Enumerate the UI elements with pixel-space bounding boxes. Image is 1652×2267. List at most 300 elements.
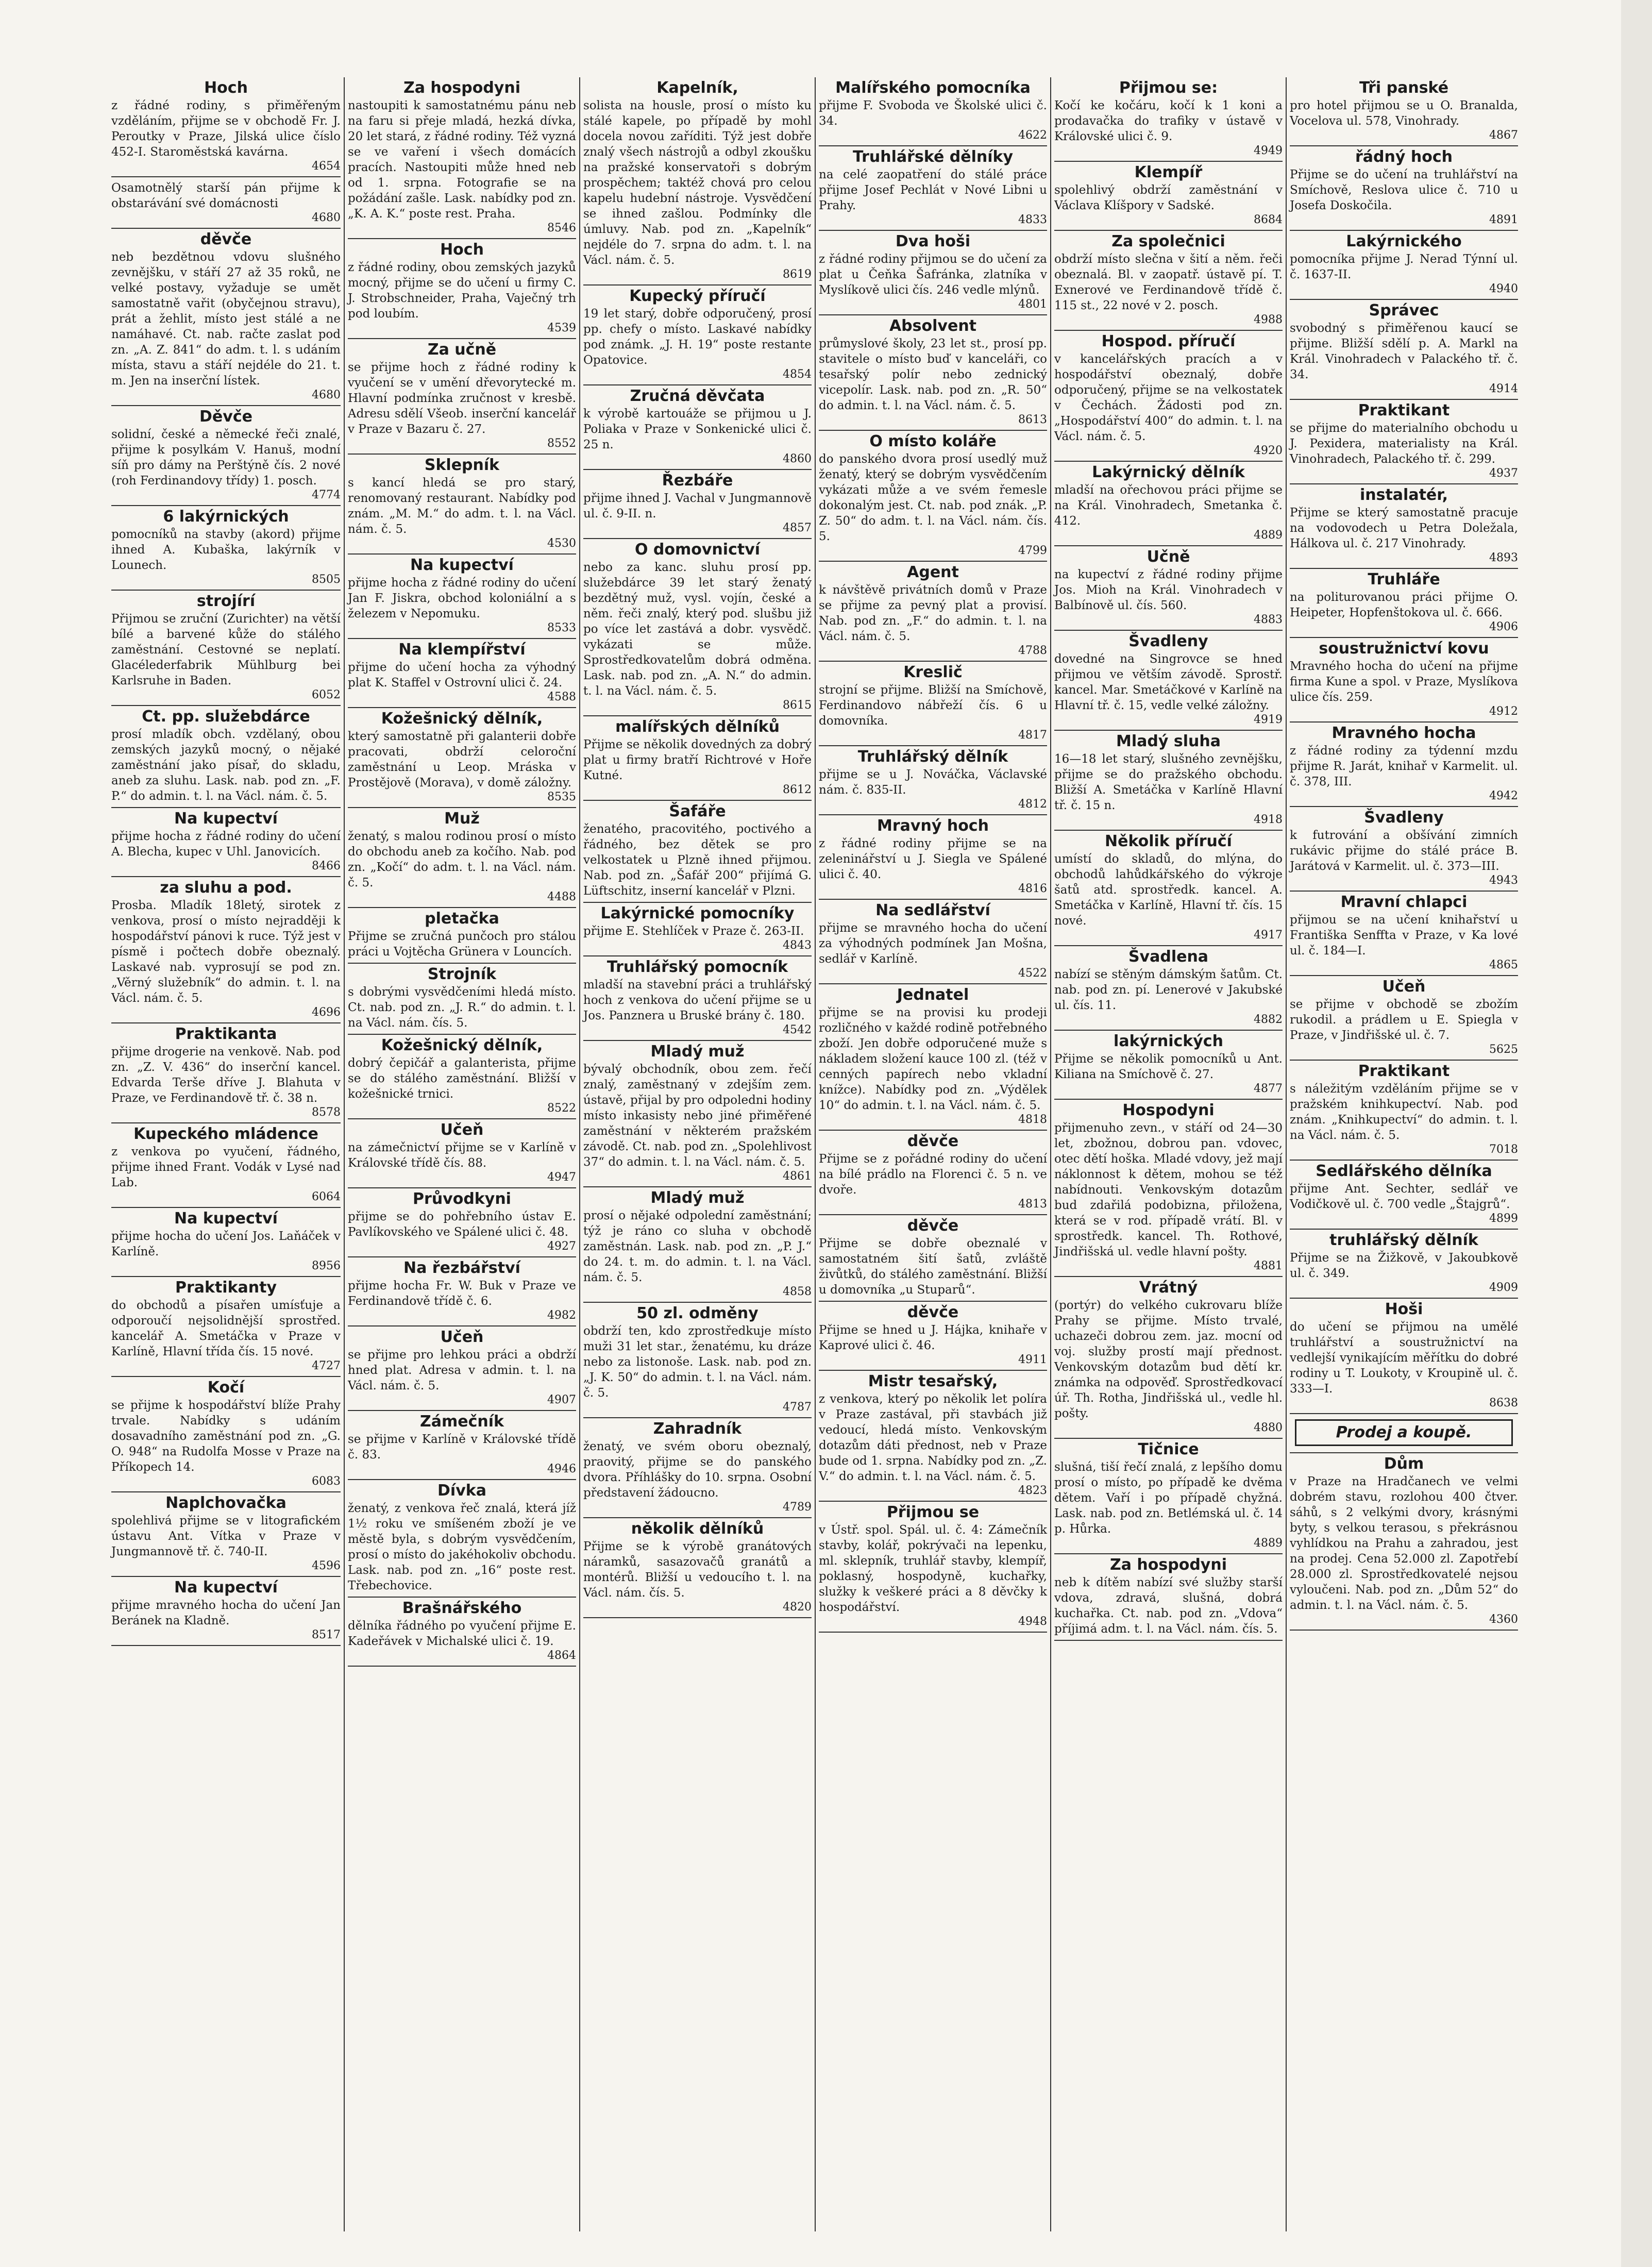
ad-heading: Učeň — [440, 1121, 484, 1139]
classified-ad — [583, 956, 812, 1041]
ad-heading: Přijmou se: — [1119, 79, 1218, 97]
ad-heading: Sedlářského dělníka — [1316, 1162, 1492, 1180]
classified-ad — [111, 591, 341, 706]
ad-text: spolehlivý obdrží zaměstnání v Václava Klíšpory v Sadské. — [1054, 183, 1283, 212]
classified-ad — [348, 77, 576, 239]
classified-ad — [1290, 723, 1518, 807]
ad-text: do učení se přijmou na umělé truhlářství a soustružnictví na vedlejší vynikajícím měřítku do dobré rodiny u T. Loukoty, v Kroupině ul. č. 333—I. — [1290, 1320, 1518, 1396]
classified-ad — [1054, 1100, 1283, 1277]
ad-number: 4899 — [1489, 1212, 1518, 1225]
ad-number: 4843 — [783, 939, 812, 952]
ad-text: přijme ihned J. Vachal v Jungmannově ul. č. 9-II. n. — [583, 492, 812, 520]
ad-text: do panského dvora prosí usedlý muž ženatý, který se dobrým vysvědčením vykázati může a ve svém řemesle dokonalým jest. Ct. nab. pod znák. „P. Z. 50“ do adm. t. l. na Václ. nám. čís. 5. — [819, 452, 1047, 543]
ad-heading: instalatér, — [1359, 486, 1448, 504]
ad-number: 4774 — [312, 489, 341, 501]
ad-text: Přijme se z pořádné rodiny do učení na bílé prádlo na Florenci č. 5 n. ve dvoře. — [819, 1152, 1047, 1197]
ad-heading: Za společnici — [1111, 232, 1225, 250]
ad-number: 4854 — [783, 368, 812, 381]
ad-text: Přijme se dobře obeznalé v samostatném šití šatů, zvláště živůtků, do stálého zaměstnání. Bližší u domovníka „u Stuparů“. — [819, 1237, 1047, 1297]
classified-ad — [1290, 300, 1518, 400]
ad-text: přijme se do pohřebního ústav E. Pavlíkovského ve Spálené ulici č. 48. — [348, 1210, 576, 1239]
ad-number: 4911 — [1018, 1353, 1047, 1366]
ad-heading: Učeň — [440, 1328, 484, 1346]
ad-number: 8578 — [312, 1106, 341, 1119]
ad-text: Osamotnělý starší pán přijme k obstarávání své domácnosti — [111, 181, 341, 210]
ad-text: se přijme v obchodě se zbožím rukodil. a prádlem u E. Spiegla v Praze, v Jindřišské ul. č. 7. — [1290, 998, 1518, 1042]
ad-heading: Hospod. příručí — [1101, 332, 1236, 350]
classified-ad — [1054, 162, 1283, 231]
ad-heading: Lakýrnické pomocníky — [600, 904, 795, 922]
ad-number: 4881 — [1254, 1260, 1283, 1272]
ad-heading: Brašnářského — [402, 1599, 522, 1617]
ad-number: 5625 — [1489, 1043, 1518, 1056]
ad-number: 4906 — [1489, 620, 1518, 633]
ad-heading: Na kupectví — [174, 810, 278, 828]
ad-heading: Truhláře — [1368, 570, 1440, 589]
ad-text: k výrobě kartouáže se přijmou u J. Poliaka v Praze v Sonkenické ulici č. 25 n. — [583, 407, 812, 451]
classified-ad — [1054, 946, 1283, 1031]
ad-number: 4787 — [783, 1401, 812, 1414]
ad-number: 4817 — [1018, 729, 1047, 742]
ad-text: v kancelářských pracích a v hospodářství obeznalý, dobře odporučený, přijme se na velkostatek v Čechách. Žádosti pod zn. „Hospodářství 400“ do admin. t. l. na Václ. nám. č. 5. — [1054, 352, 1283, 443]
ad-text: Přijme se do učení na truhlářství na Smíchově, Reslova ulice č. 710 u Josefa Doskočila. — [1290, 168, 1518, 212]
ad-heading: děvče — [907, 1303, 959, 1321]
classified-ad — [1290, 484, 1518, 569]
ad-number: 4588 — [547, 691, 576, 703]
ad-heading: O místo koláře — [869, 432, 997, 450]
classified-ad — [111, 77, 341, 177]
ad-number: 7018 — [1489, 1143, 1518, 1156]
ad-heading: Několik příručí — [1105, 832, 1232, 850]
classified-ad — [111, 1123, 341, 1208]
classified-ad — [348, 239, 576, 339]
ad-text: Přijme se několik pomocníků u Ant. Kiliana na Smíchově č. 27. — [1054, 1052, 1283, 1081]
ad-text: průmyslové školy, 23 let st., prosí pp. stavitele o místo buď v kanceláři, co tesařský polír nebo zednický vicepolír. Lask. nab. pod zn. „R. 50“ do admin. t. l. na Václ. nám. č. 5. — [819, 337, 1047, 412]
ad-heading: Tičnice — [1138, 1440, 1199, 1458]
ad-number: 4789 — [783, 1501, 812, 1514]
ad-text: Kočí ke kočáru, kočí k 1 koni a prodavačka do trafiky v ústavě v Královské ulici č. 9. — [1054, 99, 1283, 143]
classified-ad — [348, 639, 576, 708]
ad-text: slušná, tiší řečí znalá, z lepšího domu prosí o místo, po případě ke dvěma dětem. Vaří i po případě chyžná. Lask. nab. pod zn. Betlémská ul. č. 14 p. Hůrka. — [1054, 1460, 1283, 1536]
ad-number: 4982 — [547, 1309, 576, 1322]
ad-number: 4861 — [783, 1170, 812, 1183]
classified-ad — [348, 339, 576, 455]
classified-ad — [1054, 731, 1283, 831]
classified-ad — [819, 1502, 1047, 1633]
ad-number: 4937 — [1489, 467, 1518, 480]
ad-number: 4860 — [783, 452, 812, 465]
classified-ad — [583, 470, 812, 539]
ad-heading: Na sedlářství — [875, 901, 990, 919]
ad-number: 4927 — [547, 1240, 576, 1253]
ad-heading: Ct. pp. služebdárce — [142, 708, 310, 726]
ad-number: 4488 — [547, 891, 576, 903]
classified-ad — [1290, 807, 1518, 892]
ad-heading: Mravní chlapci — [1340, 893, 1468, 911]
ad-heading: Dívka — [437, 1482, 486, 1500]
classified-ad — [1054, 546, 1283, 631]
ad-heading: Hoši — [1385, 1300, 1423, 1318]
ad-heading: Prodej a koupě. — [1295, 1419, 1513, 1446]
ad-number: 4882 — [1254, 1013, 1283, 1026]
ad-number: 4917 — [1254, 929, 1283, 942]
classified-ad — [583, 539, 812, 716]
ad-number: 8535 — [547, 791, 576, 803]
ad-number: 4920 — [1254, 444, 1283, 457]
ad-heading: Malířského pomocníka — [835, 79, 1031, 97]
classified-ad — [1290, 1061, 1518, 1161]
ad-number: 8612 — [783, 783, 812, 796]
ad-heading: Učeň — [1382, 978, 1426, 996]
classified-ad — [819, 900, 1047, 984]
ad-heading: Mladý sluha — [1116, 732, 1221, 750]
classified-ad — [111, 1377, 341, 1492]
classified-ad — [1054, 1439, 1283, 1554]
ad-number: 4919 — [1254, 713, 1283, 726]
classified-ad — [348, 808, 576, 908]
classified-ad — [1054, 1031, 1283, 1100]
ad-text: Přijme se který samostatně pracuje na vodovodech u Petra Doležala, Hálkova ul. č. 217 Vinohrady. — [1290, 506, 1518, 550]
ad-heading: Švadleny — [1128, 632, 1208, 650]
ad-number: 4947 — [547, 1171, 576, 1184]
column-6 — [1286, 77, 1521, 2231]
ad-number: 4812 — [1018, 798, 1047, 811]
ad-text: na kupectví z řádné rodiny přijme Jos. Mioh na Král. Vinohradech v Balbínově ul. čís. 560. — [1054, 568, 1283, 612]
classified-ad — [819, 746, 1047, 815]
ad-text: z řádné rodiny, obou zemských jazyků mocný, přijme se do učení u firmy C. J. Strobschneider, Praha, Vaječný trh pod loubím. — [348, 261, 576, 321]
ad-heading: malířských dělníků — [615, 718, 780, 736]
ad-text: pro hotel přijmou se u O. Branalda, Vocelova ul. 578, Vinohrady. — [1290, 99, 1518, 128]
ad-text: na celé zaopatření do stálé práce přijme Josef Pechlát v Nové Libni u Prahy. — [819, 168, 1047, 212]
ad-heading: pletačka — [425, 910, 499, 928]
ad-number: 8552 — [547, 437, 576, 450]
ad-number: 4818 — [1018, 1113, 1047, 1126]
classified-ad — [819, 984, 1047, 1131]
ad-text: přijme hocha do učení Jos. Laňáček v Karlíně. — [111, 1230, 341, 1258]
classified-ad — [1290, 569, 1518, 638]
ad-heading: Za hospodyni — [1109, 1556, 1227, 1574]
ad-text: s dobrými vysvědčeními hledá místo. Ct. nab. pod zn. „J. R.“ do admin. t. l. na Václ. nám. čís. 5. — [348, 985, 576, 1030]
ad-heading: Kočí — [207, 1379, 245, 1397]
ad-heading: Tři panské — [1359, 79, 1449, 97]
ad-text: který samostatně při galanterii dobře pracovati, obdrží celoroční zaměstnání u Leop. Mráska v Prostějově (Morava), v domě záložny. — [348, 730, 576, 790]
ad-text: přijme hocha z řádné rodiny do učení Jan F. Jiskra, obchod koloniální a s železem v Nepomuku. — [348, 576, 576, 620]
ad-text: nastoupiti k samostatnému pánu neb na faru si přeje mladá, hezká dívka, 20 let stará, z řádné rodiny. Též vyzná se ve vaření i všech domácích pracích. Nastoupiti může hned neb od 1. srpna. Fotografie se na požádání zašle. Lask. nabídky pod zn. „K. A. K.“ poste rest. Praha. — [348, 99, 576, 221]
ad-number: 4883 — [1254, 613, 1283, 626]
classified-ad — [583, 1418, 812, 1518]
ad-heading: Švadlena — [1128, 948, 1209, 966]
ad-text: ženatý, ve svém oboru obeznalý, praovitý, přijme se do panského dvora. Příhlášky do 10. srpna. Osobní představení žádoucno. — [583, 1440, 812, 1500]
ad-heading: Klempíř — [1134, 163, 1203, 181]
ad-heading: Truhlářské dělníky — [852, 148, 1014, 166]
column-4 — [815, 77, 1050, 2231]
ad-number: 4680 — [312, 211, 341, 224]
ad-heading: Dům — [1384, 1455, 1424, 1473]
ad-number: 4880 — [1254, 1421, 1283, 1434]
classified-ad — [819, 431, 1047, 562]
classified-ad — [1054, 1554, 1283, 1641]
ad-number: 4542 — [783, 1023, 812, 1036]
ad-text: na zámečnictví přijme se v Karlíně v Královské třídě čís. 88. — [348, 1141, 576, 1170]
classified-ad — [583, 1518, 812, 1618]
ad-text: Přijme se na Žižkově, v Jakoubkově ul. č. 349. — [1290, 1251, 1518, 1280]
ad-number: 8615 — [783, 699, 812, 712]
ad-heading: O domovnictví — [634, 541, 761, 559]
ad-text: Přijme se k výrobě granátových náramků, sasazovačů granátů a montérů. Bližší u vedoucího t. l. na Václ. nám. čís. 5. — [583, 1540, 812, 1600]
ad-number: 4918 — [1254, 813, 1283, 826]
ad-number: 4907 — [547, 1393, 576, 1406]
classified-ad — [111, 1492, 341, 1577]
classified-ad — [583, 1303, 812, 1418]
classified-ad — [111, 1577, 341, 1646]
ad-number: 4912 — [1489, 705, 1518, 718]
ad-number: 4816 — [1018, 882, 1047, 895]
ad-heading: Lakýrnického — [1346, 232, 1462, 250]
ad-number: 4833 — [1018, 213, 1047, 226]
classified-ad — [348, 1257, 576, 1326]
ad-number: 4889 — [1254, 529, 1283, 542]
classified-ad — [819, 315, 1047, 431]
ad-text: přijme F. Svoboda ve Školské ulici č. 34. — [819, 99, 1047, 128]
ad-heading: Truhlářský dělník — [857, 748, 1008, 766]
ad-text: přijmenuho zevn., v stáří od 24—30 let, zbožnou, dobrou pan. vdovec, otec dětí hoška. Mladé vdovy, jež mají náklonnost k dětem, mohou se též nabídnouti. Venkovským dotazům bud zdařilá podobizna, přiložena, která se v rod. případě vrátí. Bl. v sprostředk. kancel. Th. Rothové, Jindřišská ul. vedle hlavní pošty. — [1054, 1121, 1283, 1258]
ad-number: 4877 — [1254, 1082, 1283, 1095]
ad-heading: Řezbáře — [662, 472, 733, 490]
ad-number: 4680 — [312, 389, 341, 401]
ad-number: 4909 — [1489, 1281, 1518, 1294]
ad-number: 4539 — [547, 322, 576, 334]
ad-heading: Zámečník — [420, 1413, 504, 1431]
ad-text: obdrží ten, kdo zprostředkuje místo muži 31 let star., ženatému, ku dráze nebo za listonoše. Lask. nab. pod zn. „J. K. 50“ do admin. t. l. na Václ. nám. č. 5. — [583, 1324, 812, 1400]
ad-heading: soustružnictví kovu — [1319, 640, 1489, 658]
ad-text: se přijme k hospodářství blíže Prahy trvale. Nabídky s udáním dosavadního zaměstnání pod zn. „G. O. 948“ na Rudolfa Mosse v Praze na Příkopech 14. — [111, 1399, 341, 1474]
ad-number: 4596 — [312, 1559, 341, 1572]
classified-ad — [819, 1302, 1047, 1371]
ad-text: na politurovanou práci přijme O. Heipeter, Hopfenštokova ul. č. 666. — [1290, 591, 1518, 619]
ad-heading: Mladý muž — [650, 1189, 745, 1207]
ad-text: v Ústř. spol. Spál. ul. č. 4: Zámečník stavby, kolář, pokrývači na lepenku, ml. sklepník, truhlář stavby, klempíř, poklasný, hospodyně, kuchařky, služky k veškeré práci a 8 děvčky k hospodářství. — [819, 1523, 1047, 1614]
ad-number: 4942 — [1489, 790, 1518, 802]
classified-ad — [819, 662, 1047, 746]
classified-ad — [1290, 892, 1518, 976]
ad-heading: Na klempířství — [398, 641, 526, 659]
ad-heading: Kreslič — [903, 663, 963, 681]
classified-ad — [111, 877, 341, 1023]
ad-text: ženatý, s malou rodinou prosí o místo do obchodu aneb za kočího. Nab. pod zn. „Kočí“ do adm. t. l. na Václ. nám. č. 5. — [348, 830, 576, 889]
ad-heading: lakýrnických — [1114, 1032, 1223, 1050]
classified-ad — [583, 1041, 812, 1187]
classified-ad — [583, 286, 812, 385]
classified-ad — [1290, 1230, 1518, 1299]
ad-text: 16—18 let starý, slušného zevnějšku, přijme se do pražského obchodu. Bližší A. Smetáčka v Karlíně Hlavní tř. č. 15 n. — [1054, 752, 1283, 812]
ad-number: 4988 — [1254, 313, 1283, 326]
ad-text: spolehlivá přijme se v litografickém ústavu Ant. Vítka v Praze v Jungmannově tř. č. 740-II. — [111, 1514, 341, 1558]
ad-text: ženatý, z venkova řeč znalá, která jíž 1½ roku ve smíšeném zboží je ve městě byla, s dobrým vysvědčením, prosí o místo do jakéhokoliv obchodu. Lask. nab. pod zn. „16“ poste rest. Třebechovice. — [348, 1502, 576, 1592]
ad-text: z řádné rodiny přijmou se do učení za plat u Čeňka Šafránka, zlatníka v Myslíkově ulici čís. 246 vedle mlýnů. — [819, 253, 1047, 297]
ad-number: 4864 — [547, 1649, 576, 1662]
ad-text: přijme mravného hocha do učení Jan Beránek na Kladně. — [111, 1599, 341, 1627]
ad-number: 6064 — [312, 1190, 341, 1203]
ad-heading: Agent — [907, 563, 959, 581]
column-3 — [579, 77, 815, 2231]
ad-number: 8533 — [547, 622, 576, 634]
classified-ad — [819, 1215, 1047, 1302]
classified-ad — [583, 903, 812, 956]
ad-heading: Kožešnický dělník, — [381, 710, 543, 728]
ad-heading: Hoch — [440, 241, 484, 259]
ad-heading: Absolvent — [889, 317, 977, 335]
ad-number: 6052 — [312, 689, 341, 701]
classified-ad — [819, 231, 1047, 315]
classified-ad — [111, 706, 341, 808]
ad-heading: Na kupectví — [410, 556, 514, 574]
ad-number: 4891 — [1489, 213, 1518, 226]
ad-heading: Mravného hocha — [1331, 724, 1476, 742]
ad-text: prosí o nějaké odpolední zaměstnání; týž je ráno co sluha v obchodě zaměstnán. Lask. nab. pod zn. „P. J.“ do 24. t. m. do admin. t. l. na Václ. nám. č. 5. — [583, 1209, 812, 1284]
ad-text: v Praze na Hradčanech ve velmi dobrém stavu, rozlohou 400 čtver. sáhů, s 2 velkými dvory, krásnými byty, s velkou terasou, s překrásnou vyhlídkou na Prahu a zahradou, jest na prodej. Cena 52.000 zl. Zapotřebí 28.000 zl. Sprostředkovatelé nejsou vyloučeni. Nab. pod zn. „Dům 52“ do admin. t. l. na Václ. nám. č. 5. — [1290, 1475, 1518, 1612]
classified-ad — [1054, 77, 1283, 162]
ad-number: 4820 — [783, 1601, 812, 1614]
classified-ad — [1290, 146, 1518, 231]
ad-number: 4522 — [1018, 967, 1047, 980]
classified-ad — [348, 1598, 576, 1667]
ad-heading: Průvodkyni — [413, 1190, 511, 1208]
ad-heading: za sluhu a pod. — [160, 879, 292, 897]
ad-text: přijme hocha z řádné rodiny do učení A. Blecha, kupec v Uhl. Janovicích. — [111, 830, 341, 859]
ad-text: ženatého, pracovitého, poctivého a řádného, bez dětek se pro velkostatek u Plzně ihned přijmou. Nab. pod zn. „Šafář 200“ přijímá G. Lüftschitz, inserní kancelář v Plzni. — [583, 822, 812, 898]
classified-ad — [348, 1188, 576, 1257]
ad-text: prosí mladík obch. vzdělaný, obou zemských jazyků mocný, o nějaké zaměstnání jako písař, do skladu, aneb za sluhu. Lask. nab. pod zn. „F. P.“ do admin. t. l. na Václ. nám. č. 5. — [111, 728, 341, 803]
ad-heading: Naplchovačka — [165, 1494, 286, 1512]
classified-ads-page — [108, 77, 1548, 2231]
classified-ad — [1054, 331, 1283, 462]
ad-text: z venkova po vyučení, řádného, přijme ihned Frant. Vodák v Lysé nad Lab. — [111, 1145, 341, 1189]
classified-ad — [1054, 831, 1283, 946]
classified-ad — [111, 506, 341, 591]
classified-ad — [348, 555, 576, 639]
ad-heading: Kožešnický dělník, — [381, 1036, 543, 1054]
ad-number: 4858 — [783, 1285, 812, 1298]
classified-ad — [1290, 1161, 1518, 1230]
ad-heading: Za hospodyni — [403, 79, 521, 97]
ad-text: Přijme se hned u J. Hájka, knihaře v Kaprové ulici č. 46. — [819, 1323, 1047, 1352]
classified-ad — [111, 177, 341, 229]
ad-heading: Praktikant — [1358, 401, 1450, 419]
ad-heading: Praktikanty — [175, 1279, 277, 1297]
ad-heading: Praktikant — [1358, 1062, 1450, 1080]
ad-heading: Lakýrnický dělník — [1092, 463, 1245, 481]
classified-ad — [819, 562, 1047, 662]
ad-text: solista na housle, prosí o místo ku stálé kapele, po případě by mohl docela novou zaříditi. Týž jest dobře znalý všech nástrojů a odbyl zkoušku na pražské konservatoři s dobrým prospěchem; taktéž chová pro celou kapelu hudební nástroje. Vysvědčení se ihned zašlou. Podmínky dle úmluvy. Nab. pod zn. „Kapelník“ nejdéle do 7. srpna do adm. t. l. na Václ. nám. č. 5. — [583, 99, 812, 267]
ad-text: se přijme pro lehkou práci a obdrží hned plat. Adresa v admin. t. l. na Václ. nám. č. 5. — [348, 1348, 576, 1392]
ad-number: 4943 — [1489, 874, 1518, 887]
ad-number: 8638 — [1489, 1397, 1518, 1409]
ad-heading: Strojník — [427, 965, 497, 983]
ad-text: Přijmou se zruční (Zurichter) na větší bílé a barvené kůže do stálého zaměstnání. Cestovné se neplatí. Glacélederfabrik Mühlburg bei Karlsruhe in Baden. — [111, 612, 341, 687]
ad-number: 4696 — [312, 1006, 341, 1019]
ad-text: solidní, české a německé řeči znalé, přijme k posylkám V. Hanuš, modní síň pro dámy na Perštýně čís. 2 nové (roh Ferdinandovy třídy) 1. posch. — [111, 428, 341, 488]
ad-number: 8613 — [1018, 413, 1047, 426]
classified-ad — [1054, 631, 1283, 731]
classified-ad — [348, 1411, 576, 1480]
ad-heading: Vrátný — [1139, 1279, 1198, 1297]
ad-heading: Sklepník — [424, 456, 500, 474]
ad-text: nebo za kanc. sluhu prosí pp. služebdárce 39 let starý ženatý bezdětný muž, vysl. vojín, české a něm. řeči znalý, který pod. slušbu již po více let zastává a dobr. vysvědč. vykázati se může. Sprostředkovatelům dobrá odměna. Lask. nab. pod zn. „A. N.“ do admin. t. l. na Václ. nám. č. 5. — [583, 561, 812, 698]
ad-number: 4788 — [1018, 644, 1047, 657]
ad-heading: Dva hoši — [895, 232, 971, 250]
ad-text: s kancí hledá se pro starý, renomovaný restaurant. Nabídky pod znám. „M. M.“ do adm. t. l. na Václ. nám. č. 5. — [348, 476, 576, 536]
ad-text: (portýr) do velkého cukrovaru blíže Prahy se přijme. Místo trvalé, uchazeči dobrou zem. jaz. mocní od voj. služby prostí mají přednost. Venkovským dotazům bud dětí kr. známka na odpověď. Sprostředkovací úř. Th. Rotha, Jindřišská ul., vedle hl. pošty. — [1054, 1299, 1283, 1420]
ad-text: mladší na stavební práci a truhlářský hoch z venkova do učení přijme se u Jos. Panznera u Bruské brány č. 180. — [583, 978, 812, 1022]
ad-heading: Mravný hoch — [877, 817, 989, 835]
ad-text: k futrování a obšívání zimních rukávic přijme do stálé práce B. Jarátová v Karmelit. ul. č. 373—III. — [1290, 829, 1518, 873]
classified-ad — [1290, 1299, 1518, 1414]
ad-text: Přijme se zručná punčoch pro stálou práci u Vojtěcha Grünera v Louncích. — [348, 930, 576, 959]
ad-number: 6083 — [312, 1475, 341, 1488]
ad-heading: Na kupectví — [174, 1210, 278, 1228]
ad-text: se přijme v Karlíně v Královské třídě č. 83. — [348, 1433, 576, 1462]
ad-number: 4948 — [1018, 1615, 1047, 1628]
ad-text: Přijme se několik dovedných za dobrý plat u firmy bratří Richtrové v Hoře Kutné. — [583, 738, 812, 782]
ad-text: do obchodů a písařen umísťuje a odporoučí nejsolidnější sprostřed. kancelář A. Smetáčka v Praze v Karlíně, Hlavní třída čís. 15 nové. — [111, 1299, 341, 1358]
ad-number: 4857 — [783, 522, 812, 534]
classified-ad — [583, 1187, 812, 1303]
ad-heading: Zahradník — [653, 1420, 742, 1438]
classified-ad — [348, 1035, 576, 1119]
ad-text: Mravného hocha do učení na přijme firma Kune a spol. v Praze, Myslíkova ulice čís. 259. — [1290, 660, 1518, 704]
ad-heading: Na řezbářství — [403, 1259, 520, 1277]
ad-heading: několik dělníků — [631, 1520, 764, 1538]
ad-text: přijme E. Stehlíček v Praze č. 263-II. — [583, 925, 804, 938]
ad-text: neb bezdětnou vdovu slušného zevnějšku, v stáří 27 až 35 roků, ne velké postavy, vyžaduje se umět samostatně vařit (obyčejnou stravu), prát a žehlit, místo jest stálé a ne namáhavé. Ct. nab. račte zaslat pod zn. „A. Z. 841“ do adm. t. l. s udáním místa, stavu a stáří nejdéle do 21. t. m. Jen na inserční lístek. — [111, 250, 341, 388]
ad-heading: řádný hoch — [1355, 148, 1453, 166]
ad-heading: děvče — [907, 1132, 959, 1150]
ad-heading: 6 lakýrnických — [163, 508, 289, 526]
ad-text: přijme se na provisi ku prodeji rozličného v každé rodině potřebného zboží. Jen dobře odporučené muže s nákladem složení kauce 100 zl. (též v cenných papírech nebo vkladní knížce). Nabídky pod zn. „Výdělek 10“ do admin. t. l. na Václ. nám. č. 5. — [819, 1006, 1047, 1112]
ad-number: 4893 — [1489, 551, 1518, 564]
classified-ad — [111, 808, 341, 877]
classified-ad — [819, 146, 1047, 231]
classified-ad — [1290, 976, 1518, 1061]
ad-text: umístí do skladů, do mlýna, do obchodů lahůdkářského do výkroje šatů atd. sprostředk. kancel. A. Smetáčka v Karlíně, Hlavní tř. čís. 15 nové. — [1054, 852, 1283, 928]
classified-ad — [583, 385, 812, 470]
ad-heading: Šafáře — [669, 802, 726, 820]
ad-heading: strojírí — [196, 592, 256, 610]
ad-heading: Kupeckého mládence — [133, 1125, 318, 1143]
page-edge-shadow — [1621, 0, 1652, 2267]
classified-ad — [583, 801, 812, 903]
ad-text: dobrý čepičář a galanterista, přijme se do stálého zaměstnání. Bližší v kožešnické trnici. — [348, 1056, 576, 1101]
ad-text: přijme drogerie na venkově. Nab. pod zn. „Z. V. 436“ do inserční kancel. Edvarda Terše dříve J. Blahuta v Praze, ve Ferdinandově tř. č. 38 n. — [111, 1045, 341, 1105]
ad-text: Prosba. Mladík 18letý, sirotek z venkova, prosí o místo nejradději k hospodářství pánovi k ruce. Týž jest v písmě i počtech dobře obeznalý. Laskavé nab. vyprosují se pod zn. „Věrný služebník“ do admin. t. l. na Václ. nám. č. 5. — [111, 899, 341, 1005]
classified-ad — [111, 1277, 341, 1377]
classified-ad — [819, 1131, 1047, 1215]
classified-ad — [348, 708, 576, 808]
ad-text: přijme se u J. Nováčka, Václavské nám. č. 835-II. — [819, 768, 1047, 797]
ad-heading: Za učně — [427, 341, 497, 359]
classified-ad — [1290, 638, 1518, 723]
classified-ad — [583, 77, 812, 286]
ad-heading: 50 zl. odměny — [636, 1304, 758, 1322]
ad-heading: Přijmou se — [886, 1503, 980, 1521]
ad-text: dovedné na Singrovce se hned přijmou ve větším závodě. Sprostř. kancel. Mar. Smetáčkové v Karlíně na Hlavní tř. č. 15, vedle velké záložny. — [1054, 652, 1283, 712]
column-2 — [344, 77, 579, 2231]
ad-text: neb k dítěm nabízí své služby starší vdova, zdravá, slušná, dobrá kuchařka. Ct. nab. pod zn. „Vdova“ příjimá adm. t. l. na Václ. nám. čís. 5. — [1054, 1576, 1283, 1636]
ad-text: pomocníků na stavby (akord) přijme ihned A. Kubaška, lakýrník v Lounech. — [111, 528, 341, 572]
ad-text: k návštěvě privátních domů v Praze se přijme za pevný plat a provisí. Nab. pod zn. „F.“ do admin. t. l. na Václ. nám. č. 5. — [819, 583, 1047, 643]
ad-heading: Správec — [1369, 301, 1439, 320]
ad-number: 4940 — [1489, 282, 1518, 295]
